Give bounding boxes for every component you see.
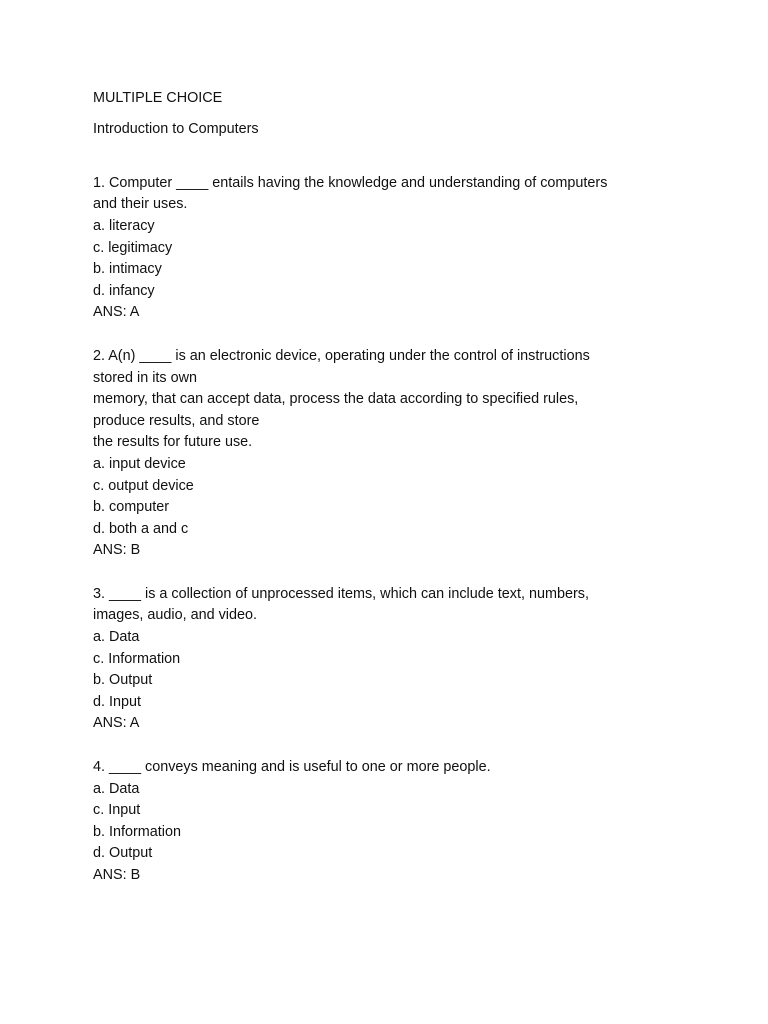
question-prompt-line: stored in its own [93, 369, 197, 386]
answer-option: b. Information [93, 823, 181, 840]
question-prompt-line: 4. ____ conveys meaning and is useful to one or more people. [93, 759, 491, 776]
answer-option: d. Output [93, 845, 153, 862]
answer-option: c. Input [93, 802, 141, 819]
answer-option: c. Information [93, 650, 181, 667]
answer-option: b. intimacy [93, 261, 162, 278]
answer-key: ANS: A [93, 715, 140, 732]
question-item [93, 584, 688, 735]
document-subtitle: Introduction to Computers [93, 121, 259, 138]
question-prompt-line: 2. A(n) ____ is an electronic device, operating under the control of instructions [93, 347, 590, 364]
question-prompt-line: memory, that can accept data, process the data according to specified rules, [93, 391, 579, 408]
answer-option: c. legitimacy [93, 239, 173, 256]
question-list [93, 173, 688, 887]
question-prompt-line: 3. ____ is a collection of unprocessed items, which can include text, numbers, [93, 585, 589, 602]
question-prompt-line: 1. Computer ____ entails having the knowledge and understanding of computers [93, 174, 608, 191]
answer-option: a. Data [93, 629, 140, 646]
answer-option: c. output device [93, 477, 194, 494]
answer-option: a. input device [93, 455, 186, 472]
question-item [93, 346, 688, 562]
answer-key: ANS: B [93, 542, 141, 559]
answer-option: b. Output [93, 672, 153, 689]
answer-option: d. both a and c [93, 520, 189, 537]
document-title: MULTIPLE CHOICE [93, 90, 223, 106]
question-item [93, 173, 688, 324]
answer-option: a. Data [93, 780, 140, 797]
answer-option: d. Input [93, 693, 142, 710]
question-prompt-line: produce results, and store [93, 412, 260, 429]
question-item [93, 757, 688, 887]
answer-option: a. literacy [93, 217, 155, 234]
question-prompt-line: images, audio, and video. [93, 607, 258, 624]
question-prompt-line: and their uses. [93, 196, 188, 213]
answer-option: d. infancy [93, 282, 155, 299]
answer-key: ANS: B [93, 867, 141, 883]
answer-option: b. computer [93, 499, 169, 516]
answer-key: ANS: A [93, 304, 140, 321]
question-prompt-line: the results for future use. [93, 434, 253, 451]
